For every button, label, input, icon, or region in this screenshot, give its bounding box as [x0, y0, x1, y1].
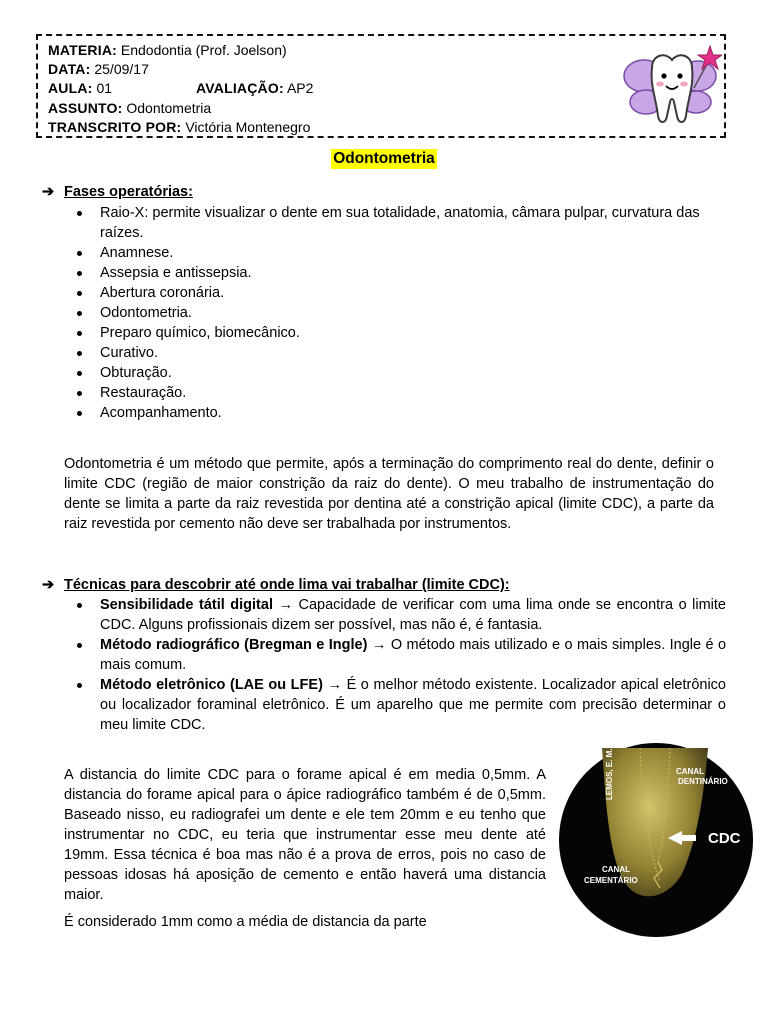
- aula-value: 01: [96, 80, 113, 96]
- header-assunto: [48, 98, 211, 118]
- arrow-right-icon: ➔: [42, 184, 55, 200]
- technique-term: Sensibilidade tátil digital: [100, 597, 273, 613]
- title-wrap: [0, 149, 768, 169]
- transcrito-value: Victória Montenegro: [185, 119, 311, 135]
- figure-author-label: LEMOS, E. M.: [605, 748, 614, 800]
- section-fases-heading-text: Fases operatórias:: [64, 184, 193, 200]
- paragraph-considerado: É considerado 1mm como a média de distancia da parte: [64, 914, 427, 930]
- page-title: Odontometria: [333, 150, 435, 167]
- section-tecnicas-heading-text: Técnicas para descobrir até onde lima vai trabalhar (limite CDC):: [64, 577, 510, 593]
- paragraph-distancia: A distancia do limite CDC para o forame apical é em media 0,5mm. A distancia do forame apical para o ápice radiográfico também é de 0,5mm. Baseado nisso, eu radiografei um dente e ele tem 20mm e eu tenho que instrumentar no CDC, eu teria que instrumentar esse meu dente até 19mm. Essa técnica é boa mas não é a prova de erros, pois no caso de pessoas idosas há aposição de cemento e então haverá uma distancia maior.: [64, 767, 546, 903]
- list-item: [64, 595, 726, 635]
- header-transcrito: [48, 117, 310, 137]
- list-item: Acompanhamento.: [64, 403, 724, 423]
- section-tecnicas-heading: [42, 575, 510, 595]
- list-item: Curativo.: [64, 343, 724, 363]
- figure-canal-cementario-label: CANAL: [602, 865, 630, 874]
- list-item: Preparo químico, biomecânico.: [64, 323, 724, 343]
- transcrito-label: TRANSCRITO POR:: [48, 119, 182, 135]
- assunto-label: ASSUNTO:: [48, 100, 123, 116]
- list-item: Odontometria.: [64, 303, 724, 323]
- technique-text: Capacidade de verificar com uma lima onde se encontra o limite CDC. Alguns profissionais dizem ser possível, mas não é, é fantasia.: [100, 597, 726, 633]
- section-fases-heading: [42, 182, 193, 202]
- header-materia: [48, 40, 287, 60]
- list-item: [64, 675, 726, 735]
- arrow-icon: →: [278, 597, 293, 613]
- arrow-right-icon: ➔: [42, 577, 55, 593]
- avaliacao-label: AVALIAÇÃO:: [196, 80, 284, 96]
- technique-text: É o melhor método existente. Localizador apical eletrônico ou localizador foraminal eletrônico. É um aparelho que me permite com precisão determinar o meu limite CDC.: [100, 677, 726, 733]
- aula-label: AULA:: [48, 80, 93, 96]
- tecnicas-list: [64, 595, 726, 735]
- assunto-value: Odontometria: [126, 100, 212, 116]
- list-item: Restauração.: [64, 383, 724, 403]
- figure-cdc-label: CDC: [708, 830, 741, 847]
- arrow-icon: →: [371, 637, 387, 653]
- arrow-icon: →: [327, 677, 342, 693]
- technique-term: Método radiográfico (Bregman e Ingle): [100, 637, 368, 653]
- figure-canal-dentinario-label: CANAL: [676, 767, 704, 776]
- list-item: Raio-X: permite visualizar o dente em sua totalidade, anatomia, câmara pulpar, curvatura das raízes.: [64, 203, 724, 243]
- paragraph-odontometria: Odontometria é um método que permite, após a terminação do comprimento real do dente, definir o limite CDC (região de maior constrição da raiz do dente). O meu trabalho de instrumentação do dente se limita a parte da raiz revestida por dentina até a constrição apical (limite CDC), a parte da raiz revestida por cemento não deve ser trabalhada por instrumentos.: [64, 456, 714, 532]
- list-item: Assepsia e antissepsia.: [64, 263, 724, 283]
- list-item: Obturação.: [64, 363, 724, 383]
- header-data: [48, 59, 149, 79]
- header-aula: [48, 78, 368, 98]
- fases-list: [64, 203, 724, 423]
- data-value: 25/09/17: [94, 61, 149, 77]
- materia-label: MATERIA:: [48, 42, 117, 58]
- list-item: [64, 635, 726, 675]
- cdc-root-figure: [558, 742, 754, 938]
- list-item: Abertura coronária.: [64, 283, 724, 303]
- figure-canal-dentinario-label-2: DENTINÁRIO: [678, 777, 728, 786]
- figure-canal-cementario-label-2: CEMENTÁRIO: [584, 876, 638, 885]
- technique-text: O método mais utilizado e o mais simples. Ingle é o mais comum.: [100, 637, 727, 673]
- header-avaliacao: [196, 78, 313, 98]
- header-box: [36, 34, 726, 138]
- tooth-fairy-mascot-icon: [622, 40, 722, 132]
- technique-term: Método eletrônico (LAE ou LFE): [100, 677, 323, 693]
- list-item: Anamnese.: [64, 243, 724, 263]
- avaliacao-value: AP2: [286, 80, 314, 96]
- materia-value: Endodontia (Prof. Joelson): [120, 42, 287, 58]
- data-label: DATA:: [48, 61, 91, 77]
